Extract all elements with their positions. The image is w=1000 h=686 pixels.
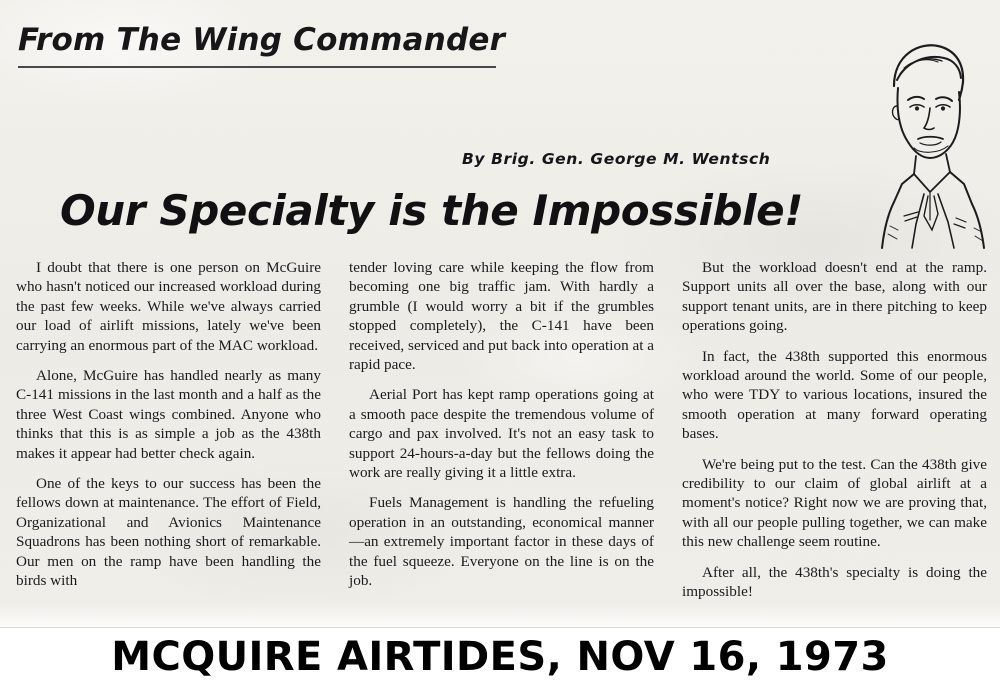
article-column-1	[16, 258, 321, 613]
paragraph: But the workload doesn't end at the ramp. Support units all over the base, along with our support tenant units, are in there pitching to keep operations going.	[682, 259, 987, 335]
paragraph: In fact, the 438th supported this enormous workload around the world. Some of our people, who were TDY to various locations, insured the smooth operation at many forward operating bases.	[682, 347, 987, 443]
portrait-illustration	[864, 34, 996, 252]
masthead-divider	[18, 66, 496, 68]
paragraph: Alone, McGuire has handled nearly as many C-141 missions in the last month and a half as the three West Coast wings combined. Anyone who thinks that this is as simple a job as the 438th makes it appear had better check again.	[16, 367, 321, 462]
article-column-2	[349, 258, 654, 613]
paragraph: Fuels Management is handling the refueling operation in an outstanding, economical manner—an extremely important factor in these days of the fuel squeeze. Everyone on the line is on the job.	[349, 494, 654, 590]
paragraph: We're being put to the test. Can the 438th give credibility to our claim of global airlift at a moment's notice? Right now we are proving that, with all our people pulling together, we can make this new challenge seem routine.	[682, 455, 987, 551]
source-caption-text: MCQUIRE AIRTIDES, NOV 16, 1973	[111, 634, 889, 680]
source-caption-banner	[0, 627, 1000, 686]
portrait-icon	[864, 34, 996, 252]
paragraph: One of the keys to our success has been the fellows down at maintenance. The effort of Field, Organizational and Avionics Maintenance Squadrons has been nothing short of remarkable. Our men on the ramp have been handling the birds with	[16, 475, 321, 590]
paragraph: After all, the 438th's specialty is doing the impossible!	[682, 563, 987, 601]
masthead	[18, 22, 538, 68]
article-body	[16, 258, 988, 613]
page-title: Our Specialty is the Impossible!	[60, 186, 803, 235]
paragraph: I doubt that there is one person on McGuire who hasn't noticed our increased workload during the past few weeks. While we've always carried our load of airlift missions, lately we've been carrying an enormous part of the MAC workload.	[16, 259, 321, 354]
byline: By Brig. Gen. George M. Wentsch	[462, 150, 771, 168]
article-column-3	[682, 258, 987, 613]
paragraph: Aerial Port has kept ramp operations going at a smooth pace despite the tremendous volume of cargo and pax involved. It's not an easy task to support 24-hours-a-day but the fellows doing the work are really giving it a little extra.	[349, 386, 654, 482]
paragraph: tender loving care while keeping the flow from becoming one big traffic jam. With hardly a grumble (I would worry a bit if the grumbles stopped completely), the C-141 have been received, serviced and put back into operation at a rapid pace.	[349, 259, 654, 374]
masthead-title: From The Wing Commander	[18, 22, 506, 58]
